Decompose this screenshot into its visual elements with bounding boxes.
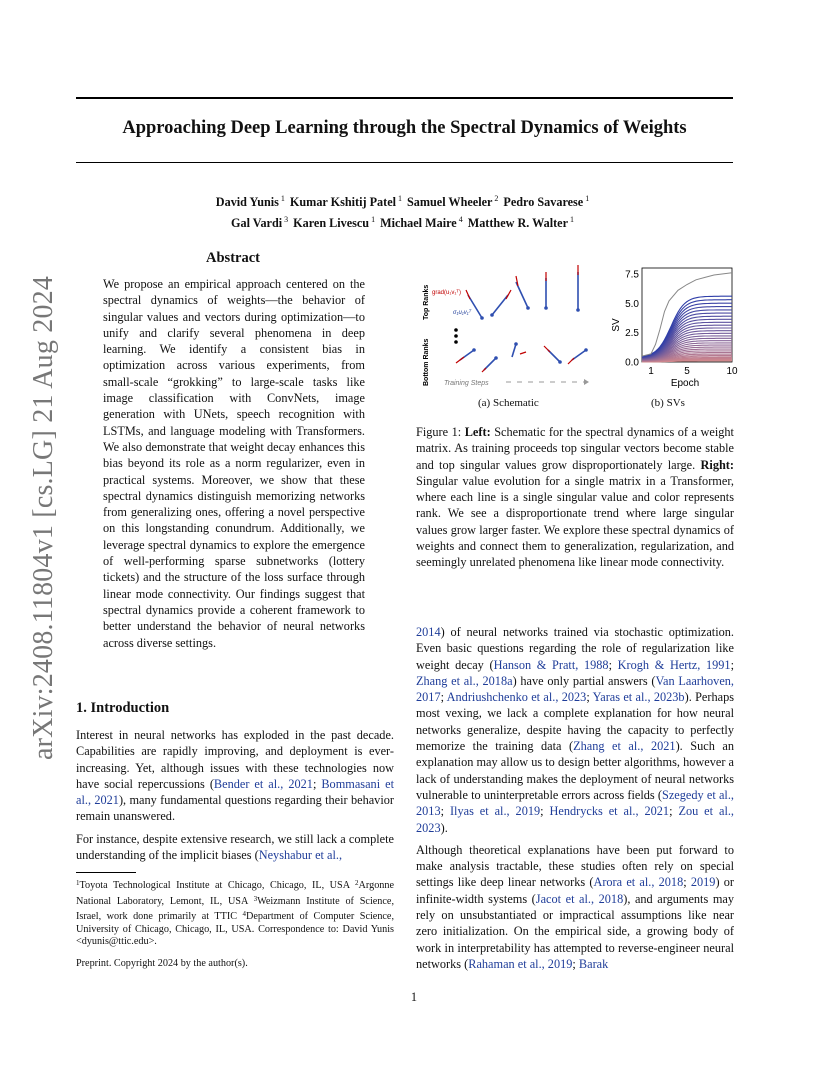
author-affiliation-mark: 1	[280, 194, 285, 203]
gradient-vector	[520, 352, 526, 354]
author-name: Karen Livescu	[293, 216, 370, 230]
gradient-vector	[544, 346, 550, 352]
y-tick-label: 7.5	[625, 269, 639, 281]
citation-link[interactable]: Arora et al., 2018	[593, 875, 684, 890]
x-tick-label: 10	[726, 366, 738, 377]
citation-link[interactable]: Bommasani et al., 2021	[76, 776, 394, 808]
caption-text: Schematic for the spectral dynamics of a weight matrix. As training proceeds top singular vectors become stable and top singular values grow disproportionately large.	[416, 425, 734, 472]
singular-vector	[512, 344, 516, 357]
citation-link[interactable]: 2014	[416, 625, 441, 639]
author-name: Samuel Wheeler	[407, 195, 493, 209]
vector-tip	[472, 348, 476, 352]
schematic-top-label: Top Ranks	[423, 284, 430, 320]
citation-link[interactable]: Zhang et al., 2018a	[416, 673, 513, 688]
author-list	[160, 190, 650, 232]
footnote-text: Toyota Technological Institute at Chicago, Chicago, IL, USA	[79, 880, 356, 891]
gradient-vector	[466, 290, 470, 299]
author-name: David Yunis	[215, 195, 279, 209]
subcaption-schematic: (a) Schematic	[478, 397, 539, 409]
vector-tip	[544, 306, 548, 310]
chart-xlabel: Epoch	[670, 378, 700, 389]
caption-text: Singular value evolution for a single matrix in a Transformer, where each line is a single singular value and color represents rank. We see a disproportionate trend where large singular values grow larger faster. We explore these spectral dynamics of weights and connect them to generalization, regularization, and seemingly unrelated phenomena like linear mode connectivity.	[416, 473, 734, 570]
vector-tip	[526, 306, 530, 310]
footnote-mark: 4	[242, 910, 247, 919]
citation-link[interactable]: Van Laarhoven, 2017	[416, 673, 735, 705]
citation-link[interactable]: Krogh & Hertz, 1991	[617, 657, 731, 672]
title-rule-top	[76, 97, 733, 99]
arxiv-stamp: arXiv:2408.11804v1 [cs.LG] 21 Aug 2024	[28, 275, 59, 760]
left-column-body	[76, 727, 394, 869]
figure-sv-chart	[610, 258, 738, 393]
caption-emphasis: Right:	[700, 457, 734, 472]
paragraph	[416, 842, 734, 972]
abstract-text: We propose an empirical approach centered on the spectral dynamics of weights—the behavior of singular values and vectors during optimization—to unify and clarify several phenomena in deep learning. We identify a consistent bias in optimization across various experiments, from small-scale “grokking” to large-scale tasks like image classification with ConvNets, image generation with UNets, speech recognition with LSTMs, and language modeling with Transformers. We also demonstrate that weight decay enhances this bias beyond its role as a norm regularizer, even in practical systems. Moreover, we show that these spectral dynamics distinguish memorizing networks from generalizing ones, offering a novel perspective on this longstanding conundrum. Additionally, we leverage spectral dynamics to explore the emergence of well-performing sparse subnetworks (lottery tickets) and the structure of the loss surface through linear mode connectivity. Our findings suggest that spectral dynamics provide a coherent framework to better understand the behavior of neural networks across diverse settings.	[103, 277, 365, 650]
author-affiliation-mark: 1	[585, 194, 590, 203]
paragraph	[416, 624, 734, 836]
y-tick-label: 0.0	[625, 357, 639, 369]
footnote-mark: 1	[76, 879, 80, 887]
vector-tip	[480, 316, 484, 320]
footnote-text: Department of Computer Science, University of Chicago, Chicago, IL, USA. Correspondence to: David Yunis <dyunis@ttic.edu>.	[76, 911, 395, 948]
footnote-affiliations	[76, 877, 394, 949]
citation-link[interactable]: 2019	[690, 875, 716, 890]
paragraph-text: Although theoretical explanations have been put forward to make analysis tractable, these studies often rely on special settings like deep linear networks (	[416, 842, 734, 890]
paragraph-text: ). Perhaps most vexing, we lack a complete explanation for how neural networks generalize, despite having the capacity to perfectly memorize the training data (	[416, 690, 734, 754]
author-name: Michael Maire	[380, 216, 457, 230]
citation-link[interactable]: Hendrycks et al., 2021	[549, 804, 670, 819]
footnote-text: Argonne National Laboratory, Lemont, IL, USA	[76, 880, 394, 907]
figure-schematic	[416, 260, 591, 390]
citation-link[interactable]: Neyshabur et al.,	[258, 848, 343, 863]
caption-text: Figure 1:	[416, 425, 465, 439]
vector-tip	[490, 313, 494, 317]
paragraph-text: ). Such an explanation may allow us to design better algorithms, however a lack of understanding makes the deployment of neural networks vulnerable to uninterpretable errors across fields (	[416, 739, 734, 802]
author-name: Pedro Savarese	[503, 195, 584, 209]
paragraph-text: ;	[586, 690, 593, 705]
paragraph-text: Interest in neural networks has exploded in the past decade. Capabilities are rapidly improving, and deployment is ever-increasing. Yet, although issues with these technologies now have social repercussions (	[76, 728, 394, 791]
citation-link[interactable]: Zou et al., 2023	[416, 804, 735, 835]
citation-link[interactable]: Yaras et al., 2023b	[592, 690, 685, 705]
right-column-body	[416, 624, 734, 978]
citation-link[interactable]: Jacot et al., 2018	[535, 891, 624, 906]
chart-ylabel: SV	[611, 318, 622, 332]
paragraph	[76, 727, 394, 825]
author-affiliation-mark: 1	[371, 215, 376, 224]
training-arrow-head	[584, 379, 589, 385]
author-affiliation-mark: 1	[398, 194, 402, 203]
citation-link[interactable]: Hanson & Pratt, 1988	[493, 657, 609, 672]
section-heading-introduction: 1. Introduction	[76, 700, 170, 716]
title-rule-bottom	[76, 162, 733, 163]
subcaption-svs: (b) SVs	[651, 397, 685, 409]
citation-link[interactable]: Barak	[578, 956, 609, 971]
footnote-mark: 3	[253, 894, 258, 903]
author-affiliation-mark: 2	[494, 194, 499, 203]
paragraph-text: ;	[440, 690, 447, 705]
paragraph-text: ), many fundamental questions regarding their behavior remain unanswered.	[76, 793, 394, 824]
y-tick-label: 5.0	[625, 298, 639, 310]
vector-tip	[494, 356, 498, 360]
citation-link[interactable]: Bender et al., 2021	[213, 776, 313, 791]
gradient-vector	[456, 357, 464, 363]
author-name: Kumar Kshitij Patel	[289, 195, 396, 209]
paragraph-text: ) or infinite-width systems (	[416, 875, 734, 906]
paragraph-text: ) of neural networks trained via stochastic optimization. Even basic questions regarding the role of regularization like weight decay (	[416, 625, 734, 672]
footnote-text: Weizmann Institute of Science, Israel, work done primarily at TTIC	[76, 895, 394, 923]
paragraph-text: ;	[572, 956, 579, 971]
paragraph	[76, 831, 394, 864]
page-number: 1	[410, 990, 418, 1004]
author-affiliation-mark: 3	[284, 215, 289, 224]
paragraph-text: ).	[440, 820, 448, 835]
author-name: Matthew R. Walter	[467, 216, 568, 230]
author-name: Gal Vardi	[231, 216, 283, 230]
paper-title: Approaching Deep Learning through the Spectral Dynamics of Weights	[122, 118, 687, 138]
x-tick-label: 5	[684, 366, 690, 377]
preprint-notice: Preprint. Copyright 2024 by the author(s).	[76, 958, 248, 969]
citation-link[interactable]: Zhang et al., 2021	[573, 739, 676, 754]
citation-link[interactable]: Rahaman et al., 2019	[468, 956, 573, 971]
paragraph-text: ;	[312, 776, 322, 791]
paragraph-text: ;	[669, 804, 679, 819]
gradient-vector	[568, 358, 574, 364]
author-affiliation-mark: 4	[458, 215, 463, 224]
paragraph-text: ;	[730, 657, 734, 672]
figure-caption	[416, 424, 734, 571]
y-tick-label: 2.5	[625, 328, 639, 340]
caption-emphasis: Left:	[464, 425, 491, 439]
vector-tip	[576, 308, 580, 312]
author-line-1	[160, 190, 650, 211]
vector-tip	[584, 348, 588, 352]
citation-link[interactable]: Szegedy et al., 2013	[416, 787, 734, 819]
schematic-bottom-label: Bottom Ranks	[423, 338, 430, 386]
author-line-2	[160, 211, 650, 232]
paragraph-text: ;	[683, 875, 691, 890]
singular-vector	[492, 295, 508, 315]
paragraph-text: ), and arguments may rely on unsubstantiated or impractical assumptions like near zero initialization. On the empirical side, a growing body of work in interpretability has attempted to reverse-engineer neural networks (	[416, 891, 734, 971]
schematic-sv-label: σ₁u₁v₁ᵀ	[453, 310, 472, 316]
author-affiliation-mark: 1	[570, 215, 574, 224]
vector-tip	[558, 360, 562, 364]
abstract-heading: Abstract	[206, 250, 260, 266]
gradient-vector	[506, 290, 511, 299]
paragraph-text: For instance, despite extensive research, we still lack a complete understanding of the implicit biases (	[76, 831, 394, 863]
schematic-training-label: Training Steps	[444, 380, 489, 387]
citation-link[interactable]: Ilyas et al., 2019	[449, 804, 541, 819]
schematic-grad-label: grad(u₁v₁ᵀ)	[432, 290, 461, 296]
x-tick-label: 1	[648, 366, 654, 377]
schematic-vectors	[456, 265, 588, 372]
vector-tip	[514, 342, 518, 346]
paragraph-text: ;	[608, 657, 618, 672]
paragraph-text: ;	[540, 804, 550, 819]
footnote-mark: 2	[355, 879, 359, 887]
paragraph-text: ) have only partial answers (	[512, 673, 656, 688]
gradient-vector	[482, 368, 486, 372]
citation-link[interactable]: Andriushchenko et al., 2023	[446, 690, 587, 705]
schematic-ellipsis	[454, 328, 458, 344]
paragraph-text: ;	[440, 804, 450, 819]
footnote-rule	[76, 872, 136, 873]
